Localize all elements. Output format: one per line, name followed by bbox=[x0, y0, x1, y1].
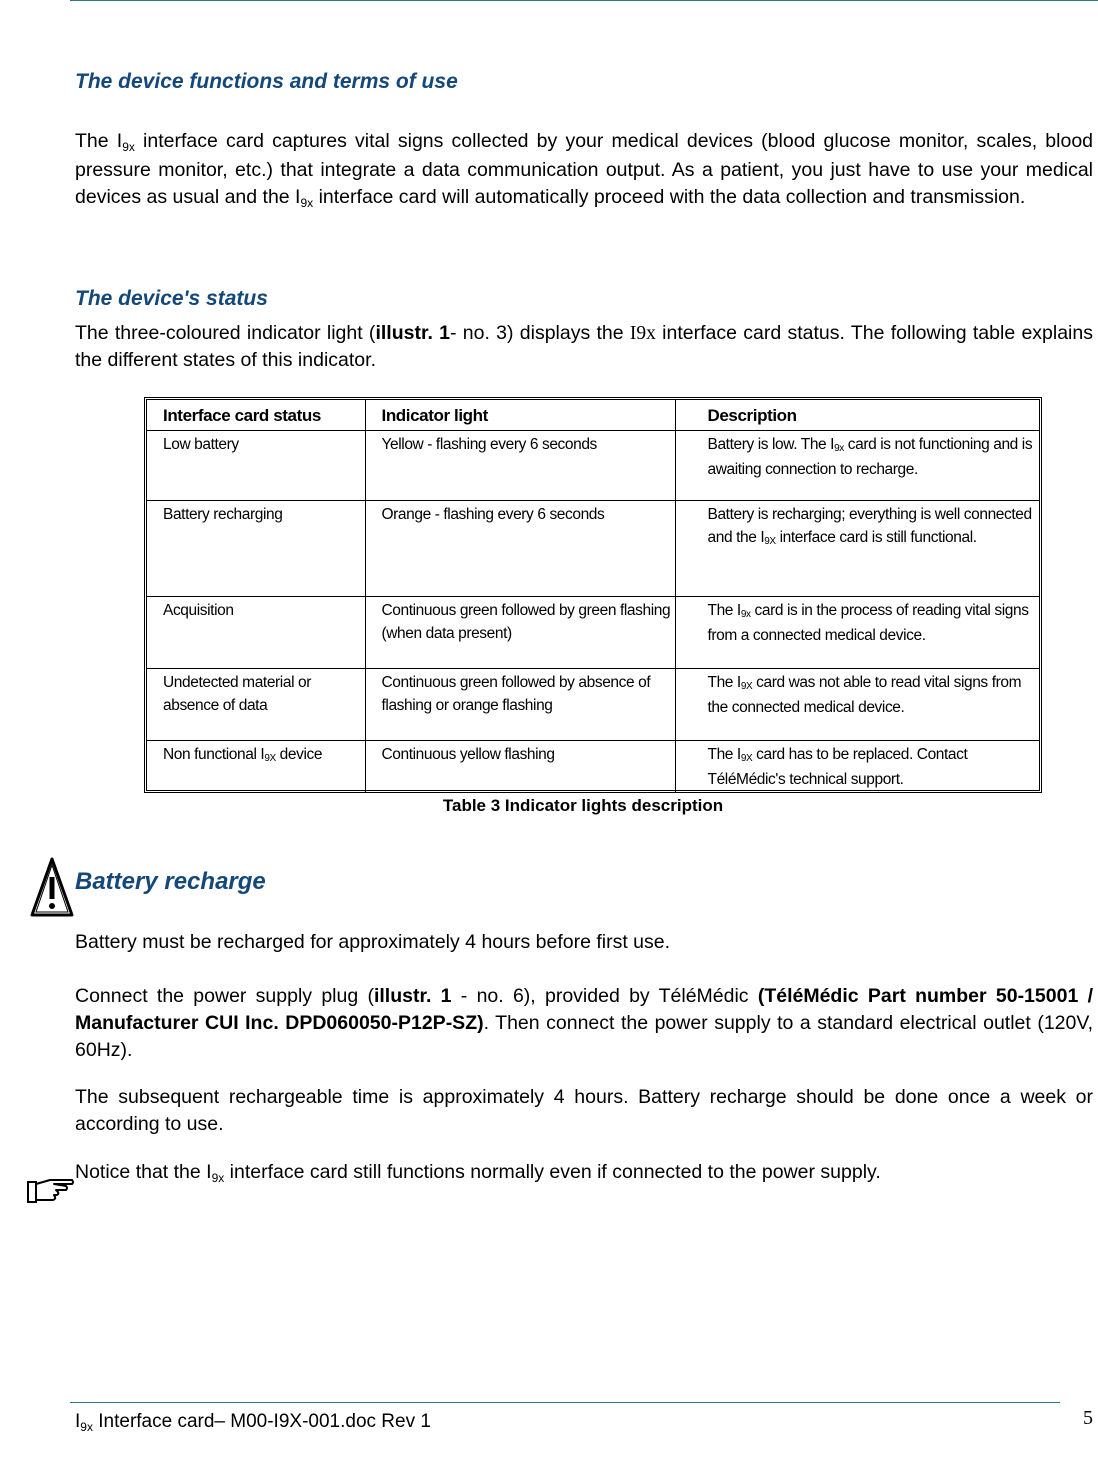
cell-status: Undetected material or absence of data bbox=[147, 669, 365, 741]
table-row bbox=[147, 741, 1039, 794]
table-row bbox=[147, 501, 1039, 597]
cell-status: Acquisition bbox=[147, 597, 365, 669]
cell-description: The $I_{9X}$ card was not able to read vital signs from the connected medical device. bbox=[675, 669, 1039, 741]
cell-description: The $I_{9X}$ card has to be replaced. Contact TéléMédic's technical support. bbox=[675, 741, 1039, 794]
paragraph-battery-first-use: Battery must be recharged for approximately 4 hours before first use. bbox=[75, 931, 671, 953]
footer-rule bbox=[70, 1402, 1060, 1403]
cell-light: Continuous green followed by green flashing (when data present) bbox=[365, 597, 675, 669]
cell-light: Yellow - flashing every 6 seconds bbox=[365, 431, 675, 501]
indicator-lights-table bbox=[144, 397, 1042, 793]
paragraph-power-supply: Connect the power supply plug (illustr. 1 - no. 6), provided by TéléMédic (TéléMédic Part number 50-15001 / Manufacturer CUI Inc. DPD060050-P12P-SZ). Then connect the power supply to a standard electrical outlet (120V, 60Hz). bbox=[75, 985, 1093, 1061]
footer-document-title: $I_{9x}$ Interface card– M00-I9X-001.doc Rev 1 bbox=[75, 1411, 431, 1434]
column-header-description: Description bbox=[675, 400, 1039, 431]
column-header-light: Indicator light bbox=[365, 400, 675, 431]
heading-battery-recharge: Battery recharge bbox=[75, 868, 266, 895]
cell-light: Continuous yellow flashing bbox=[365, 741, 675, 794]
cell-light: Orange - flashing every 6 seconds bbox=[365, 501, 675, 597]
cell-description: Battery is recharging; everything is well connected and the $I_{9X}$ interface card is still functional. bbox=[675, 501, 1039, 597]
heading-device-status: The device's status bbox=[75, 287, 268, 310]
column-header-status: Interface card status bbox=[147, 400, 365, 431]
paragraph-notice: Notice that the $I_{9x}$ interface card still functions normally even if connected to the power supply. bbox=[75, 1161, 881, 1185]
table-row bbox=[147, 597, 1039, 669]
heading-device-functions: The device functions and terms of use bbox=[75, 70, 458, 93]
table-caption: Table 3 Indicator lights description bbox=[442, 796, 724, 815]
cell-light: Continuous green followed by absence of flashing or orange flashing bbox=[365, 669, 675, 741]
cell-description: Battery is low. The $I_{9x}$ card is not functioning and is awaiting connection to recharge. bbox=[675, 431, 1039, 501]
table-header-row bbox=[147, 400, 1039, 431]
cell-status: Battery recharging bbox=[147, 501, 365, 597]
paragraph-recharge-time: The subsequent rechargeable time is approximately 4 hours. Battery recharge should be done once a week or according to use. bbox=[75, 1086, 1093, 1135]
cell-status: Non functional $I_{9X}$ device bbox=[147, 741, 365, 794]
cell-description: The $I_{9x}$ card is in the process of reading vital signs from a connected medical device. bbox=[675, 597, 1039, 669]
paragraph-device-functions: The $I_{9x}$ interface card captures vital signs collected by your medical devices (blood glucose monitor, scales, blood pressure monitor, etc.) that integrate a data communication output. As a patient, you just have to use your medical devices as usual and the $I_{9x}$ interface card will automatically proceed with the data collection and transmission. bbox=[75, 130, 1094, 210]
table-row bbox=[147, 431, 1039, 501]
cell-status: Low battery bbox=[147, 431, 365, 501]
paragraph-device-status: The three-coloured indicator light (illustr. 1- no. 3) displays the I9x interface card status. The following table explains the different states of this indicator. bbox=[75, 322, 1093, 371]
pointing-hand-icon bbox=[26, 1172, 76, 1208]
page-number: 5 bbox=[1083, 1407, 1093, 1429]
warning-triangle-icon bbox=[30, 857, 74, 919]
header-rule bbox=[70, 0, 1098, 1]
table-row bbox=[147, 669, 1039, 741]
